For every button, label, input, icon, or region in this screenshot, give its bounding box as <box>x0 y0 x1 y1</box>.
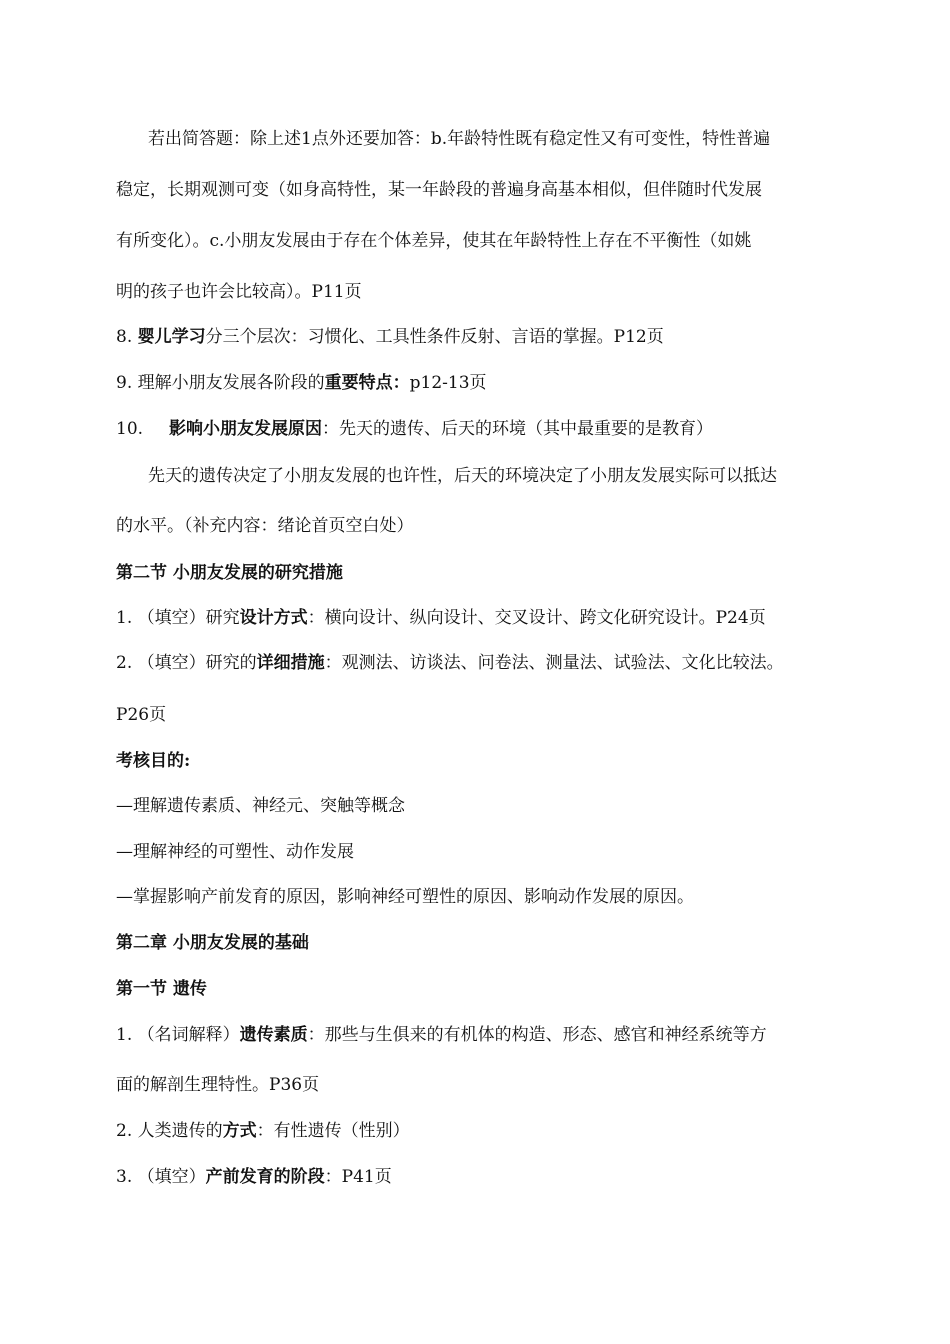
item-number: 10. <box>116 419 144 439</box>
bold-term: 设计方式 <box>239 608 308 628</box>
goal-item: —理解遗传素质、神经元、突触等概念 <box>116 796 405 816</box>
bold-term: 影响小朋友发展原因 <box>169 419 323 439</box>
item-text: ：那些与生俱来的有机体的构造、形态、感官和神经系统等方 <box>307 1025 767 1045</box>
item-text: 1. （名词解释） <box>116 1025 240 1045</box>
item-text: 2. 人类遗传的 <box>116 1121 223 1141</box>
bold-term: 遗传素质 <box>239 1025 308 1045</box>
goals-title: 考核目的: <box>116 751 191 771</box>
bold-term: 婴儿学习 <box>137 327 206 347</box>
item-text: 分三个层次：习惯化、工具性条件反射、言语的掌握。P12页 <box>205 327 664 347</box>
paragraph-line: P26页 <box>116 705 167 725</box>
item-text: 9. 理解小朋友发展各阶段的 <box>116 373 325 393</box>
paragraph-line: 有所变化）。c.小朋友发展由于存在个体差异，使其在年龄特性上存在不平衡性（如姚 <box>116 231 752 251</box>
bold-term: 产前发育的阶段 <box>205 1167 325 1187</box>
item-text: ：P41页 <box>324 1167 392 1187</box>
item-text: ：先天的遗传、后天的环境（其中最重要的是教育） <box>322 419 714 439</box>
item-text: ：观测法、访谈法、问卷法、测量法、试验法、文化比较法。 <box>324 653 784 673</box>
list-item <box>116 1166 876 1188</box>
bold-term: 详细措施 <box>256 653 325 673</box>
list-item <box>116 1024 876 1046</box>
item-text: 1. （填空）研究 <box>116 608 240 628</box>
list-item <box>116 652 876 674</box>
bold-term: 方式 <box>222 1121 257 1141</box>
bold-term: 重要特点： <box>324 373 410 393</box>
list-item-10 <box>116 418 876 440</box>
goal-item: —掌握影响产前发育的原因，影响神经可塑性的原因、影响动作发展的原因。 <box>116 887 694 907</box>
paragraph-line: 稳定，长期观测可变（如身高特性，某一年龄段的普遍身高基本相似，但伴随时代发展 <box>116 180 762 200</box>
section-heading: 第二节 小朋友发展的研究措施 <box>116 563 343 583</box>
item-text: 3. （填空） <box>116 1167 206 1187</box>
paragraph-line: 的水平。（补充内容：绪论首页空白处） <box>116 516 414 536</box>
paragraph-line: 明的孩子也许会比较高）。P11页 <box>116 282 362 302</box>
list-item <box>116 607 876 629</box>
item-text: p12-13页 <box>409 373 487 393</box>
item-number: 8. <box>116 327 133 347</box>
item-text: 2. （填空）研究的 <box>116 653 257 673</box>
goal-item: —理解神经的可塑性、动作发展 <box>116 842 354 862</box>
chapter-heading: 第二章 小朋友发展的基础 <box>116 933 309 953</box>
item-text: ：有性遗传（性别） <box>256 1121 410 1141</box>
paragraph-line: 先天的遗传决定了小朋友发展的也许性，后天的环境决定了小朋友发展实际可以抵达 <box>148 466 777 486</box>
item-text: ：横向设计、纵向设计、交叉设计、跨文化研究设计。P24页 <box>307 608 766 628</box>
paragraph-line: 面的解剖生理特性。P36页 <box>116 1075 320 1095</box>
paragraph-line: 若出简答题：除上述1点外还要加答：b.年龄特性既有稳定性又有可变性，特性普遍 <box>148 129 771 149</box>
list-item-8 <box>116 326 876 348</box>
section-heading: 第一节 遗传 <box>116 979 207 999</box>
list-item <box>116 1120 876 1142</box>
list-item-9 <box>116 372 876 394</box>
